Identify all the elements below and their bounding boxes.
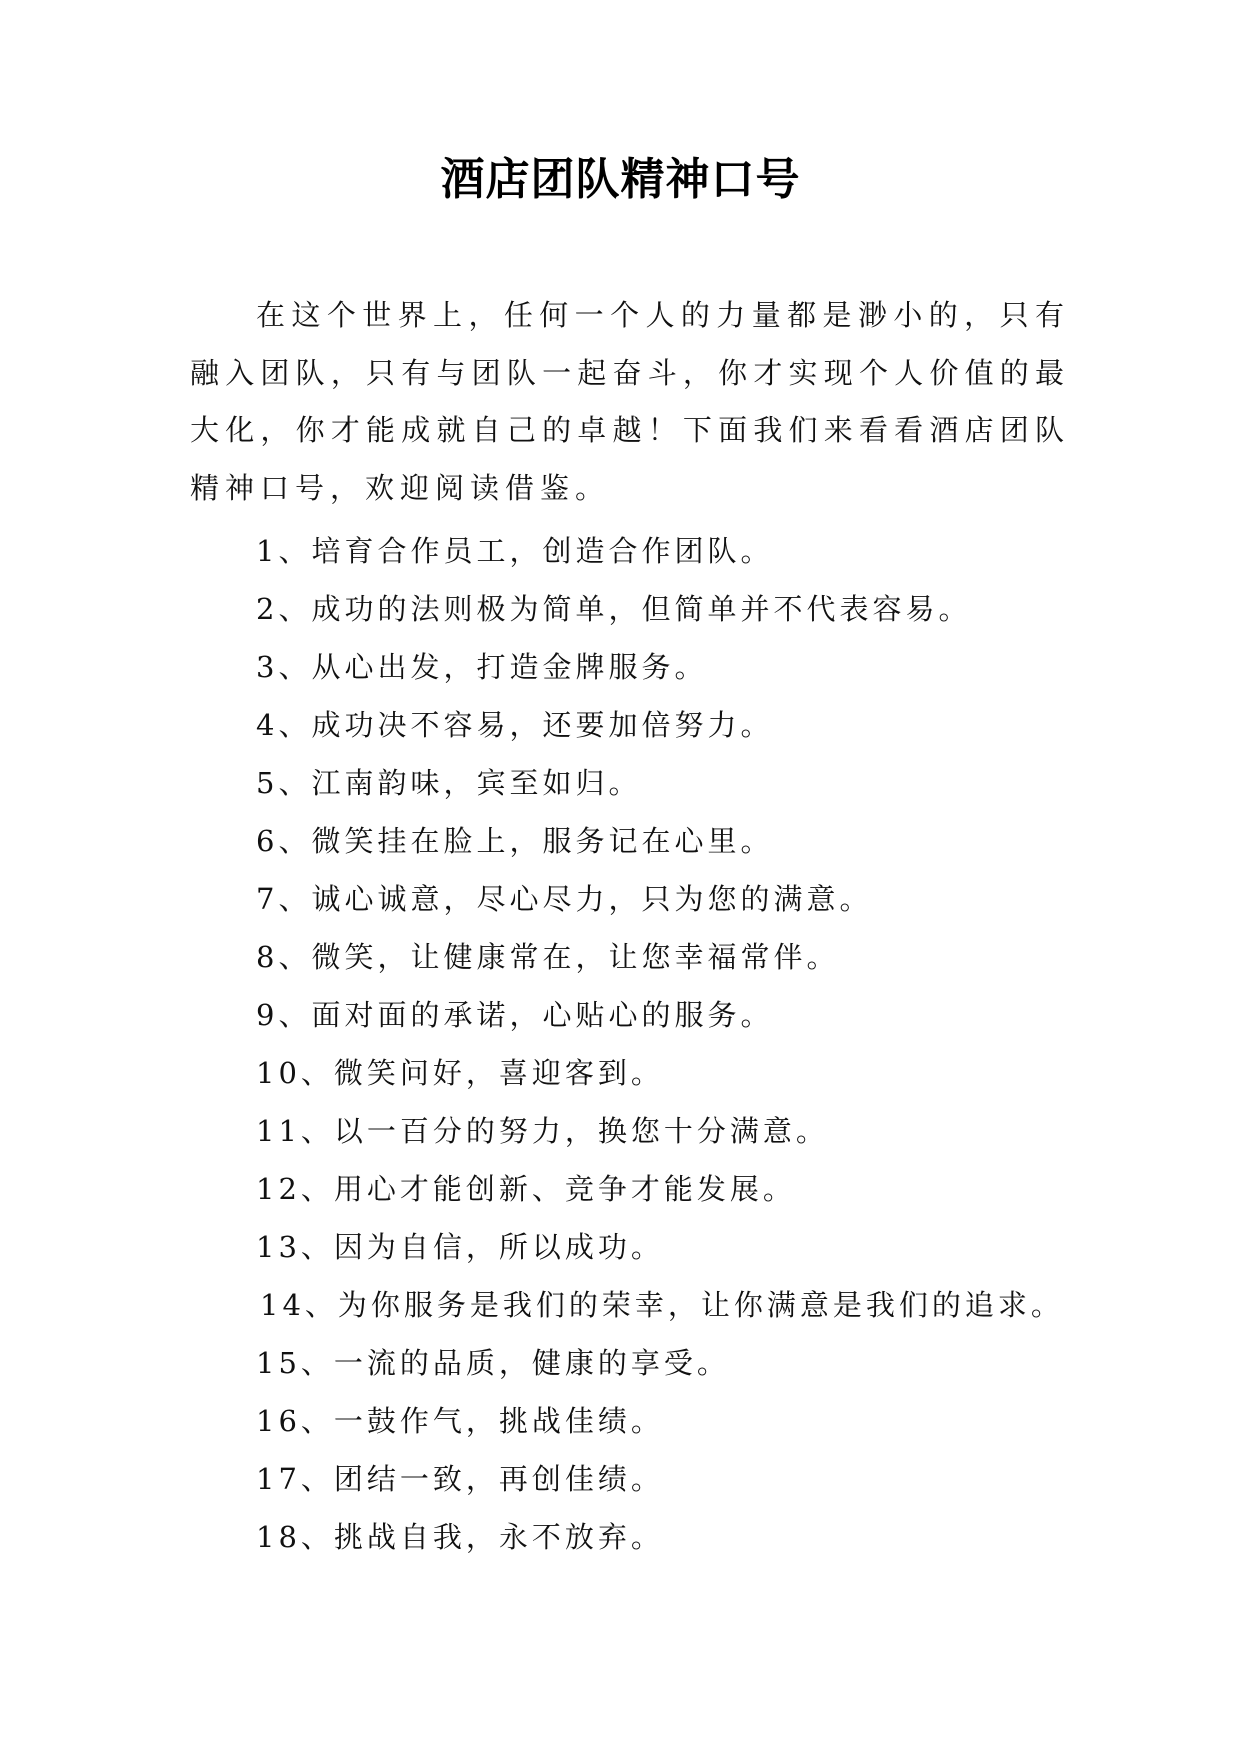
slogan-item: 15、一流的品质，健康的享受。 [256,1346,730,1380]
slogan-item: 11、以一百分的努力，换您十分满意。 [256,1114,829,1148]
slogan-item: 4、成功决不容易，还要加倍努力。 [256,708,774,742]
slogan-item: 10、微笑问好，喜迎客到。 [256,1056,664,1090]
intro-paragraph: 在这个世界上，任何一个人的力量都是渺小的，只有融入团队，只有与团队一起奋斗，你才实现个人价值的最大化，你才能成就自己的卓越！下面我们来看看酒店团队精神口号，欢迎阅读借鉴。 [190,298,1070,505]
slogan-item: 14、为你服务是我们的荣幸，让你满意是我们的追求。 [260,1288,1064,1322]
slogan-item: 8、微笑，让健康常在，让您幸福常伴。 [256,940,840,974]
slogan-item: 3、从心出发，打造金牌服务。 [256,650,708,684]
slogan-item: 1、培育合作员工，创造合作团队。 [256,534,774,568]
slogan-item: 17、团结一致，再创佳绩。 [256,1462,664,1496]
slogan-item: 16、一鼓作气，挑战佳绩。 [256,1404,664,1438]
slogan-list [256,522,1116,1566]
slogan-item: 6、微笑挂在脸上，服务记在心里。 [256,824,774,858]
slogan-item: 9、面对面的承诺，心贴心的服务。 [256,998,774,1032]
document-title: 酒店团队精神口号 [440,154,801,205]
slogan-item: 12、用心才能创新、竞争才能发展。 [256,1172,796,1206]
slogan-item: 5、江南韵味，宾至如归。 [256,766,642,800]
slogan-item: 7、诚心诚意，尽心尽力，只为您的满意。 [256,882,873,916]
slogan-item: 18、挑战自我，永不放弃。 [256,1520,664,1554]
slogan-item: 13、因为自信，所以成功。 [256,1230,664,1264]
slogan-item: 2、成功的法则极为简单，但简单并不代表容易。 [256,592,972,626]
